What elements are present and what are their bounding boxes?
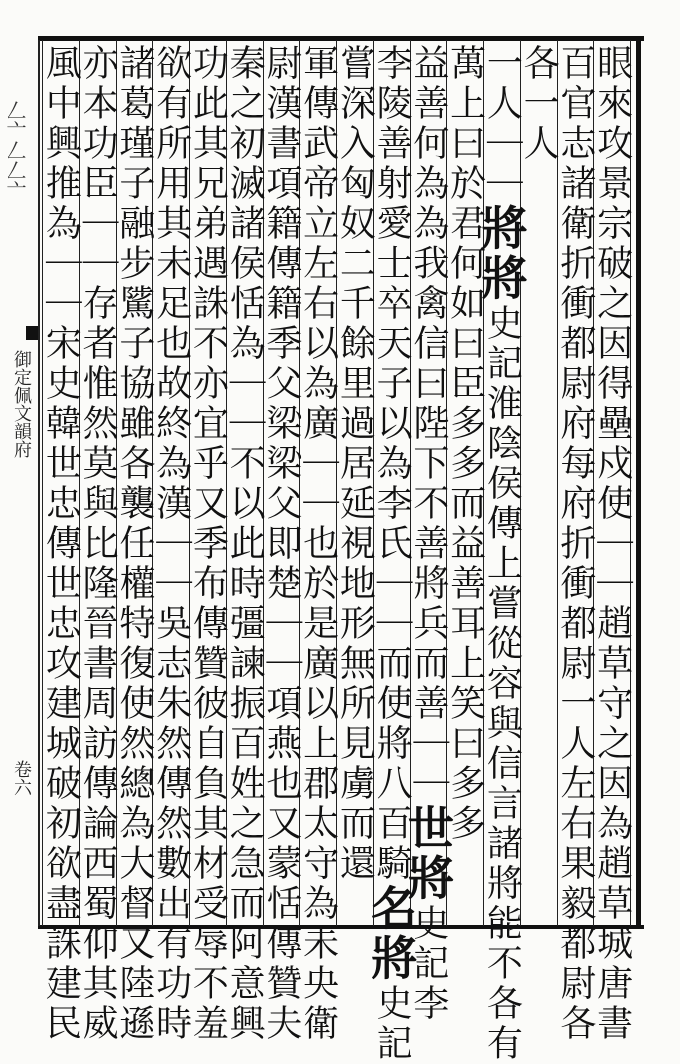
text-run: 尉漢書項籍傳籍季父梁梁父即楚｜｜項燕也又蒙恬傳贊夫 xyxy=(260,44,302,1044)
text-run: 眼來攻景宗破之因得壘戍使｜｜趙草守之因為趙草城唐書 xyxy=(591,44,633,1044)
text-run: 李陵善射愛士卒天子以為李氏｜｜而使將八百騎 xyxy=(371,44,413,884)
margin-book-title: 御定佩文韻府 xyxy=(11,350,32,458)
text-run: 亦本功臣｜｜存者惟然莫與比隆晉書周訪傳論西蜀仰其威 xyxy=(77,44,119,1044)
text-run: 史記李 xyxy=(407,904,449,1024)
text-run: 秦之初滅諸侯恬為｜｜不以此時彊諫振百姓之急而阿意興 xyxy=(224,44,266,1044)
text-column xyxy=(333,44,375,920)
text-run: 史記 xyxy=(371,984,413,1064)
entry-heading: 將將 xyxy=(474,204,529,304)
margin-marks: 𠃋亠𠃋𠃋亠 xyxy=(3,100,27,200)
fishtail-mark xyxy=(26,326,38,340)
text-column xyxy=(186,44,229,1044)
text-run: 百官志諸衛折衝都尉府每府折衝都尉一人左右果毅都尉各 xyxy=(554,44,596,1044)
frame-top-border xyxy=(38,36,644,41)
text-run: 一人｜｜ xyxy=(481,44,523,204)
text-run: 風中興推為｜｜宋史韓世忠傳世忠攻建城破初欲盡誅建民 xyxy=(40,44,82,1044)
text-run: 嘗深入匈奴二千餘里過居延視地形無所見虜而還 xyxy=(334,44,376,884)
entry-heading: 世將 xyxy=(400,804,455,904)
text-column xyxy=(76,44,119,1044)
text-column xyxy=(400,44,455,1024)
text-column xyxy=(444,44,486,920)
text-column xyxy=(113,44,155,1044)
text-column xyxy=(260,44,302,1044)
frame-right-border xyxy=(636,36,641,929)
text-run: 諸葛瑾子融步騭子協雖各襲任權特復使然總為大督又陸遜 xyxy=(113,44,155,1044)
text-column xyxy=(150,44,192,1044)
page-margin xyxy=(0,40,40,926)
text-run: 欲有所用其未足也故終為漢｜｜吳志朱然傳然數出有功時 xyxy=(150,44,192,1044)
entry-heading: 名將 xyxy=(364,884,419,984)
text-column xyxy=(297,44,339,1044)
text-run: 各一人 xyxy=(518,44,560,164)
text-column xyxy=(474,44,529,1064)
text-column xyxy=(554,44,596,1044)
text-run: 軍傳武帝立左右以為廣｜｜也於是廣以上郡太守為未央衛 xyxy=(297,44,339,1044)
text-run: 萬上曰於君何如曰臣多多而益善耳上笑曰多多 xyxy=(444,44,486,844)
text-run: 益善何為為我禽信曰陛下不善將兵而善｜｜ xyxy=(407,44,449,804)
text-column xyxy=(39,44,82,1044)
text-column xyxy=(364,44,419,1064)
text-run: 功此其兄弟遇誅不亦宜乎又季布傳贊彼自負其材受辱不羞 xyxy=(187,44,229,1044)
text-column xyxy=(591,44,633,1044)
margin-page-number: 卷六 xyxy=(11,760,32,796)
text-column xyxy=(223,44,266,1044)
text-run: 史記淮陰侯傳上嘗從容與信言諸將能不各有 xyxy=(481,304,523,1064)
text-column xyxy=(517,44,559,920)
